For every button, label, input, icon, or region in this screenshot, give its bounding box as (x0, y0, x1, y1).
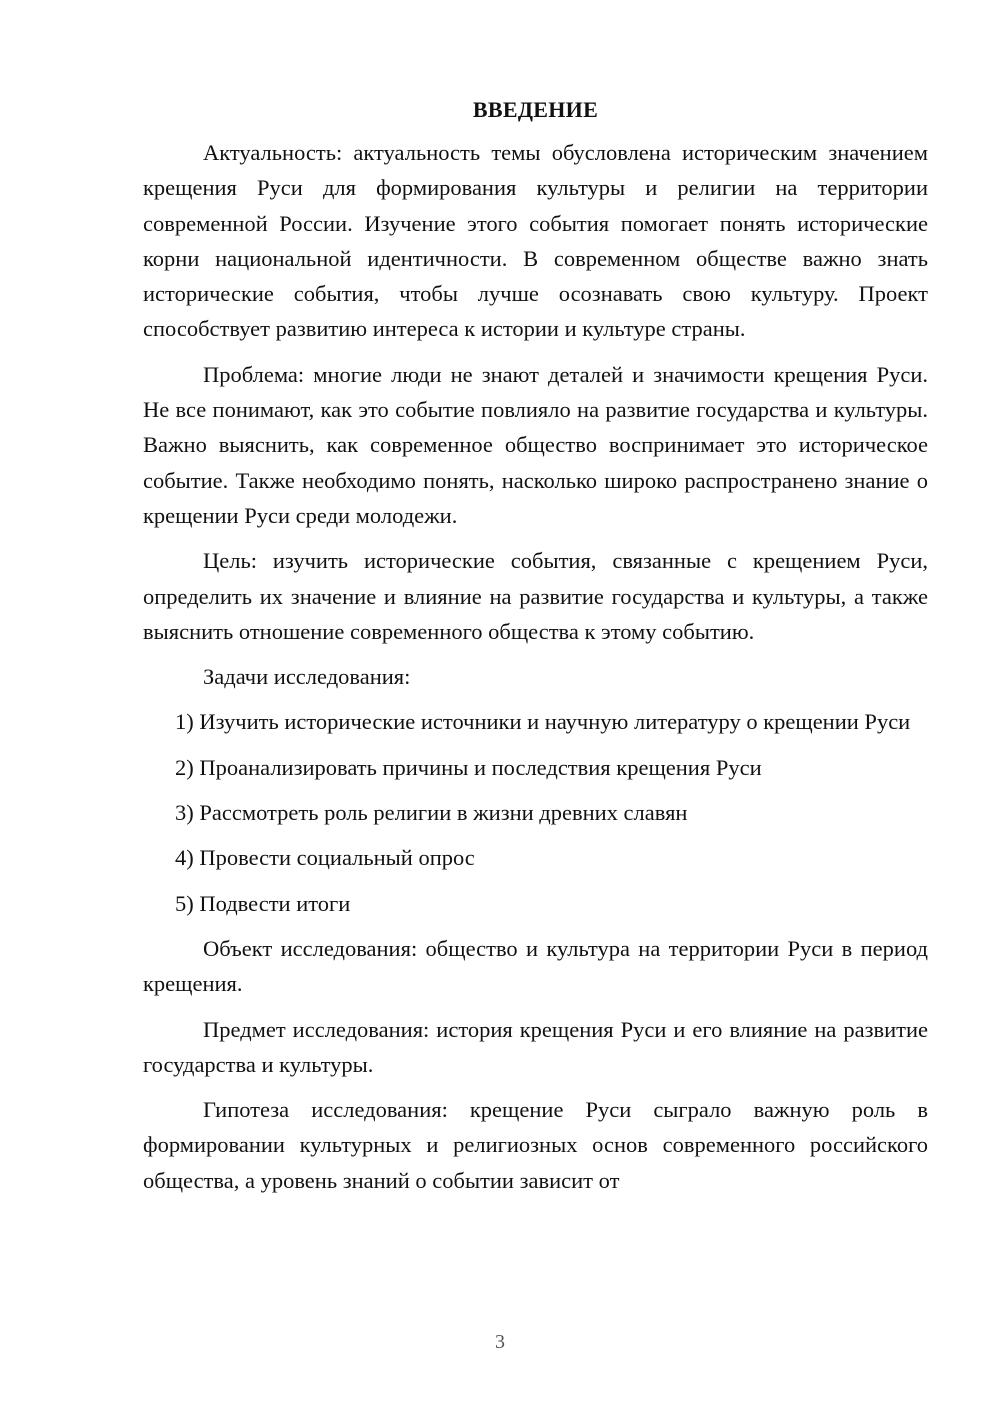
task-item-5: 5) Подвести итоги (175, 890, 351, 916)
paragraph-tasks-heading: Задачи исследования: (203, 664, 411, 690)
paragraph-hypothesis: Гипотеза исследования: крещение Руси сыграло важную роль в формировании культурных и религиозных основ современного российского общества, а уровень знаний о событии зависит от (143, 1097, 928, 1193)
paragraph-problem: Проблема: многие люди не знают деталей и значимости крещения Руси. Не все понимают, как это событие повлияло на развитие государства и культуры. Важно выяснить, как современное общество воспринимает это историческое событие. Также необходимо понять, насколько широко распространено знание о крещении Руси среди молодежи. (143, 361, 928, 528)
document-page (143, 92, 928, 1208)
section-title: ВВЕДЕНИЕ (472, 97, 599, 122)
paragraph-goal: Цель: изучить исторические события, связанные с крещением Руси, определить их значение и влияние на развитие государства и культуры, а также выяснить отношение современного общества к этому событию. (143, 548, 928, 644)
paragraph-relevance: Актуальность: актуальность темы обусловлена историческим значением крещения Руси для формирования культуры и религии на территории современной России. Изучение этого события помогает понять исторические корни национальной идентичности. В современном обществе важно знать исторические события, чтобы лучше осознавать свою культуру. Проект способствует развитию интереса к истории и культуре страны. (143, 140, 928, 342)
paragraph-subject: Предмет исследования: история крещения Руси и его влияние на развитие государства и культуры. (143, 1016, 928, 1077)
task-item-2: 2) Проанализировать причины и последствия крещения Руси (175, 754, 762, 780)
task-item-4: 4) Провести социальный опрос (175, 845, 475, 871)
task-item-1: 1) Изучить исторические источники и научную литературу о крещении Руси (175, 709, 911, 735)
page-number: 3 (495, 1331, 505, 1353)
paragraph-object: Объект исследования: общество и культура на территории Руси в период крещения. (143, 935, 928, 997)
task-item-3: 3) Рассмотреть роль религии в жизни древних славян (175, 800, 688, 826)
